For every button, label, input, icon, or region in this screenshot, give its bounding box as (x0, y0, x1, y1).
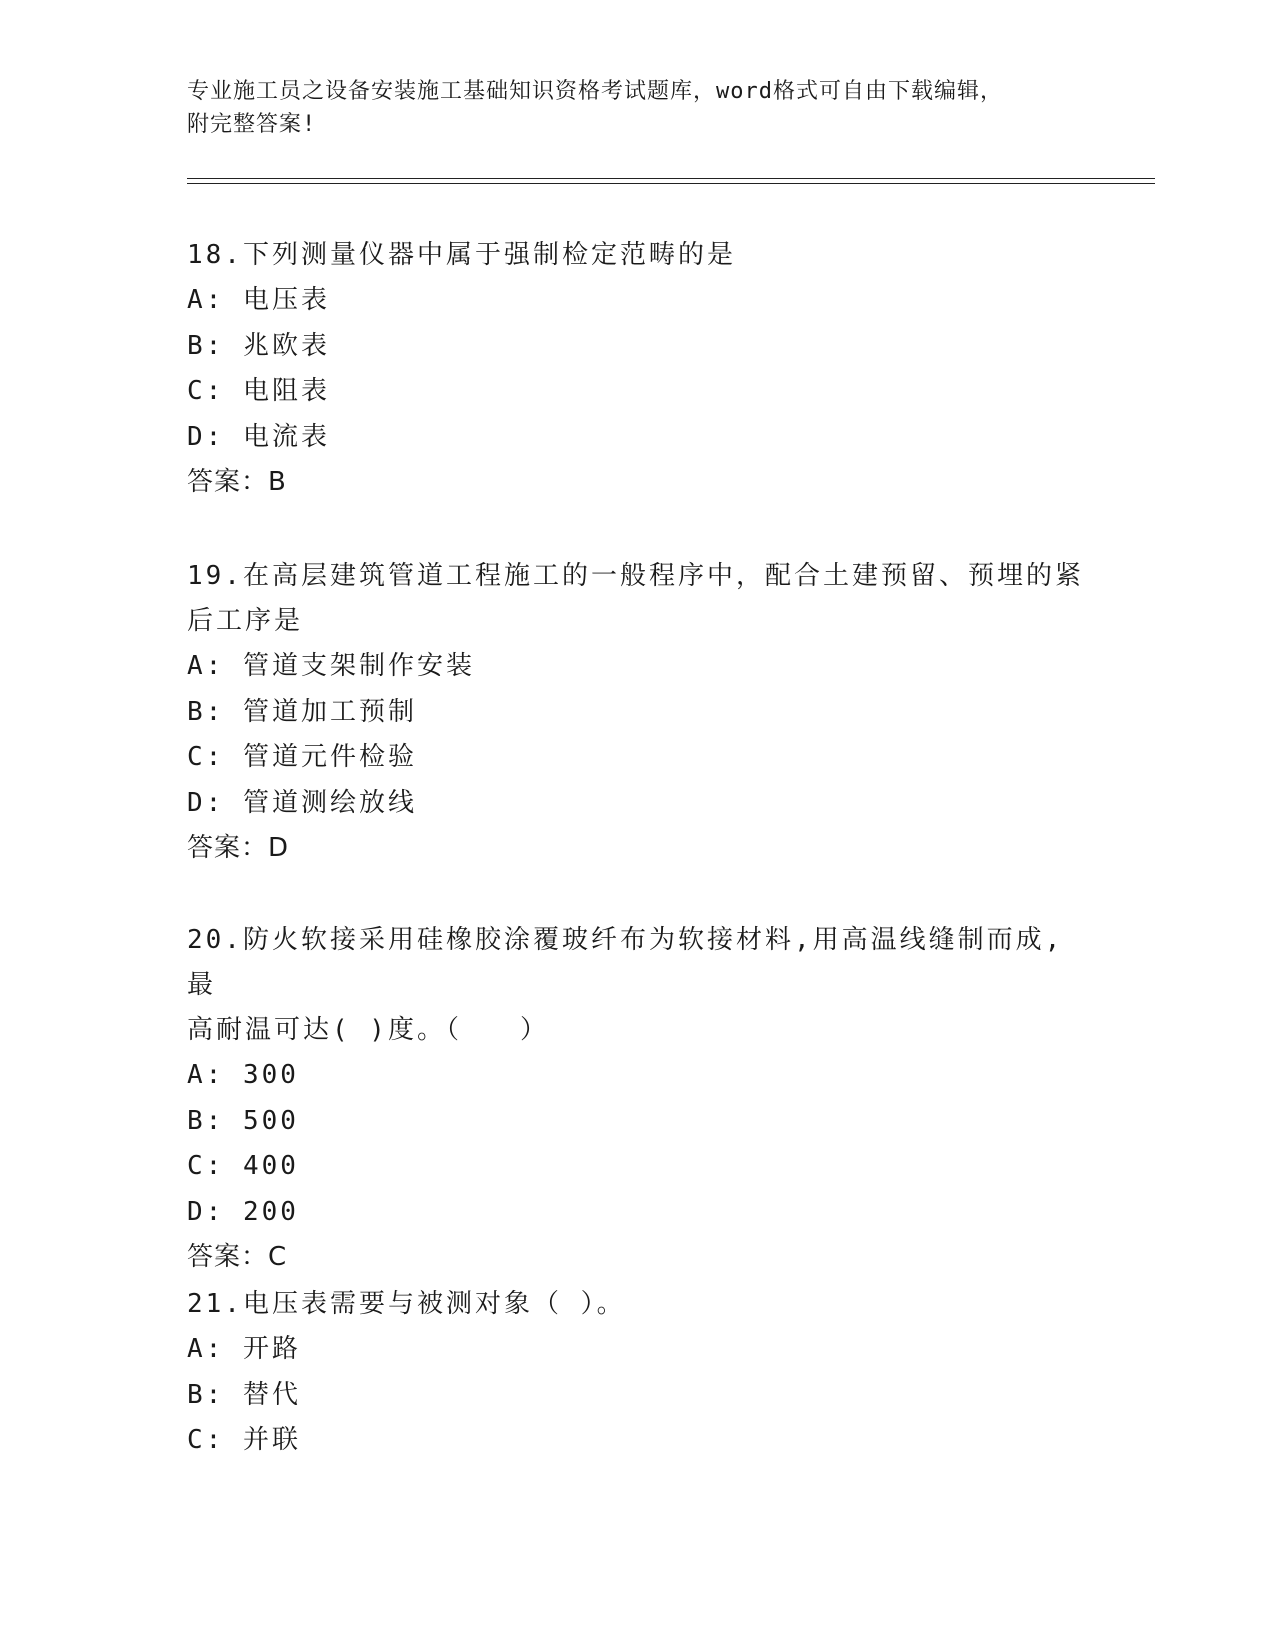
question-stem-line-2: 后工序是 (187, 606, 304, 636)
option-b: B: 500 (187, 1105, 299, 1136)
header-divider-top (187, 178, 1155, 179)
answer: 答案：B (187, 467, 287, 497)
question-stem-line-2: 高耐温可达( )度。（ ） (187, 1015, 549, 1045)
option-c: C: 电阻表 (187, 376, 330, 406)
answer: 答案：C (187, 1242, 288, 1272)
option-a: A: 电压表 (187, 285, 330, 315)
option-d: D: 管道测绘放线 (187, 787, 417, 818)
option-c: C: 400 (187, 1151, 299, 1181)
document-header (187, 75, 1067, 141)
option-c: C: 并联 (187, 1425, 301, 1455)
question-19 (187, 554, 1087, 871)
question-18 (187, 233, 1087, 505)
option-b: B: 兆欧表 (187, 330, 330, 361)
question-20 (187, 918, 1087, 1280)
option-a: A: 开路 (187, 1334, 301, 1364)
question-stem: 18.下列测量仪器中属于强制检定范畴的是 (187, 240, 736, 270)
option-a: A: 管道支架制作安装 (187, 651, 475, 681)
question-stem-line-1: 20.防火软接采用硅橡胶涂覆玻纤布为软接材料,用高温线缝制而成,最 (187, 925, 1064, 1000)
question-stem-line-1: 19.在高层建筑管道工程施工的一般程序中，配合土建预留、预埋的紧 (187, 561, 1084, 591)
question-stem: 21.电压表需要与被测对象（ ）。 (187, 1289, 626, 1319)
header-divider-bottom (187, 183, 1155, 184)
option-d: D: 200 (187, 1196, 299, 1227)
option-d: D: 电流表 (187, 421, 330, 452)
question-21 (187, 1282, 1087, 1464)
answer: 答案：D (187, 833, 290, 863)
header-line-2: 附完整答案! (187, 112, 317, 137)
option-b: B: 管道加工预制 (187, 696, 417, 727)
option-a: A: 300 (187, 1060, 299, 1090)
option-c: C: 管道元件检验 (187, 742, 417, 772)
header-line-1: 专业施工员之设备安装施工基础知识资格考试题库，word格式可自由下载编辑， (187, 79, 1003, 104)
option-b: B: 替代 (187, 1379, 301, 1410)
